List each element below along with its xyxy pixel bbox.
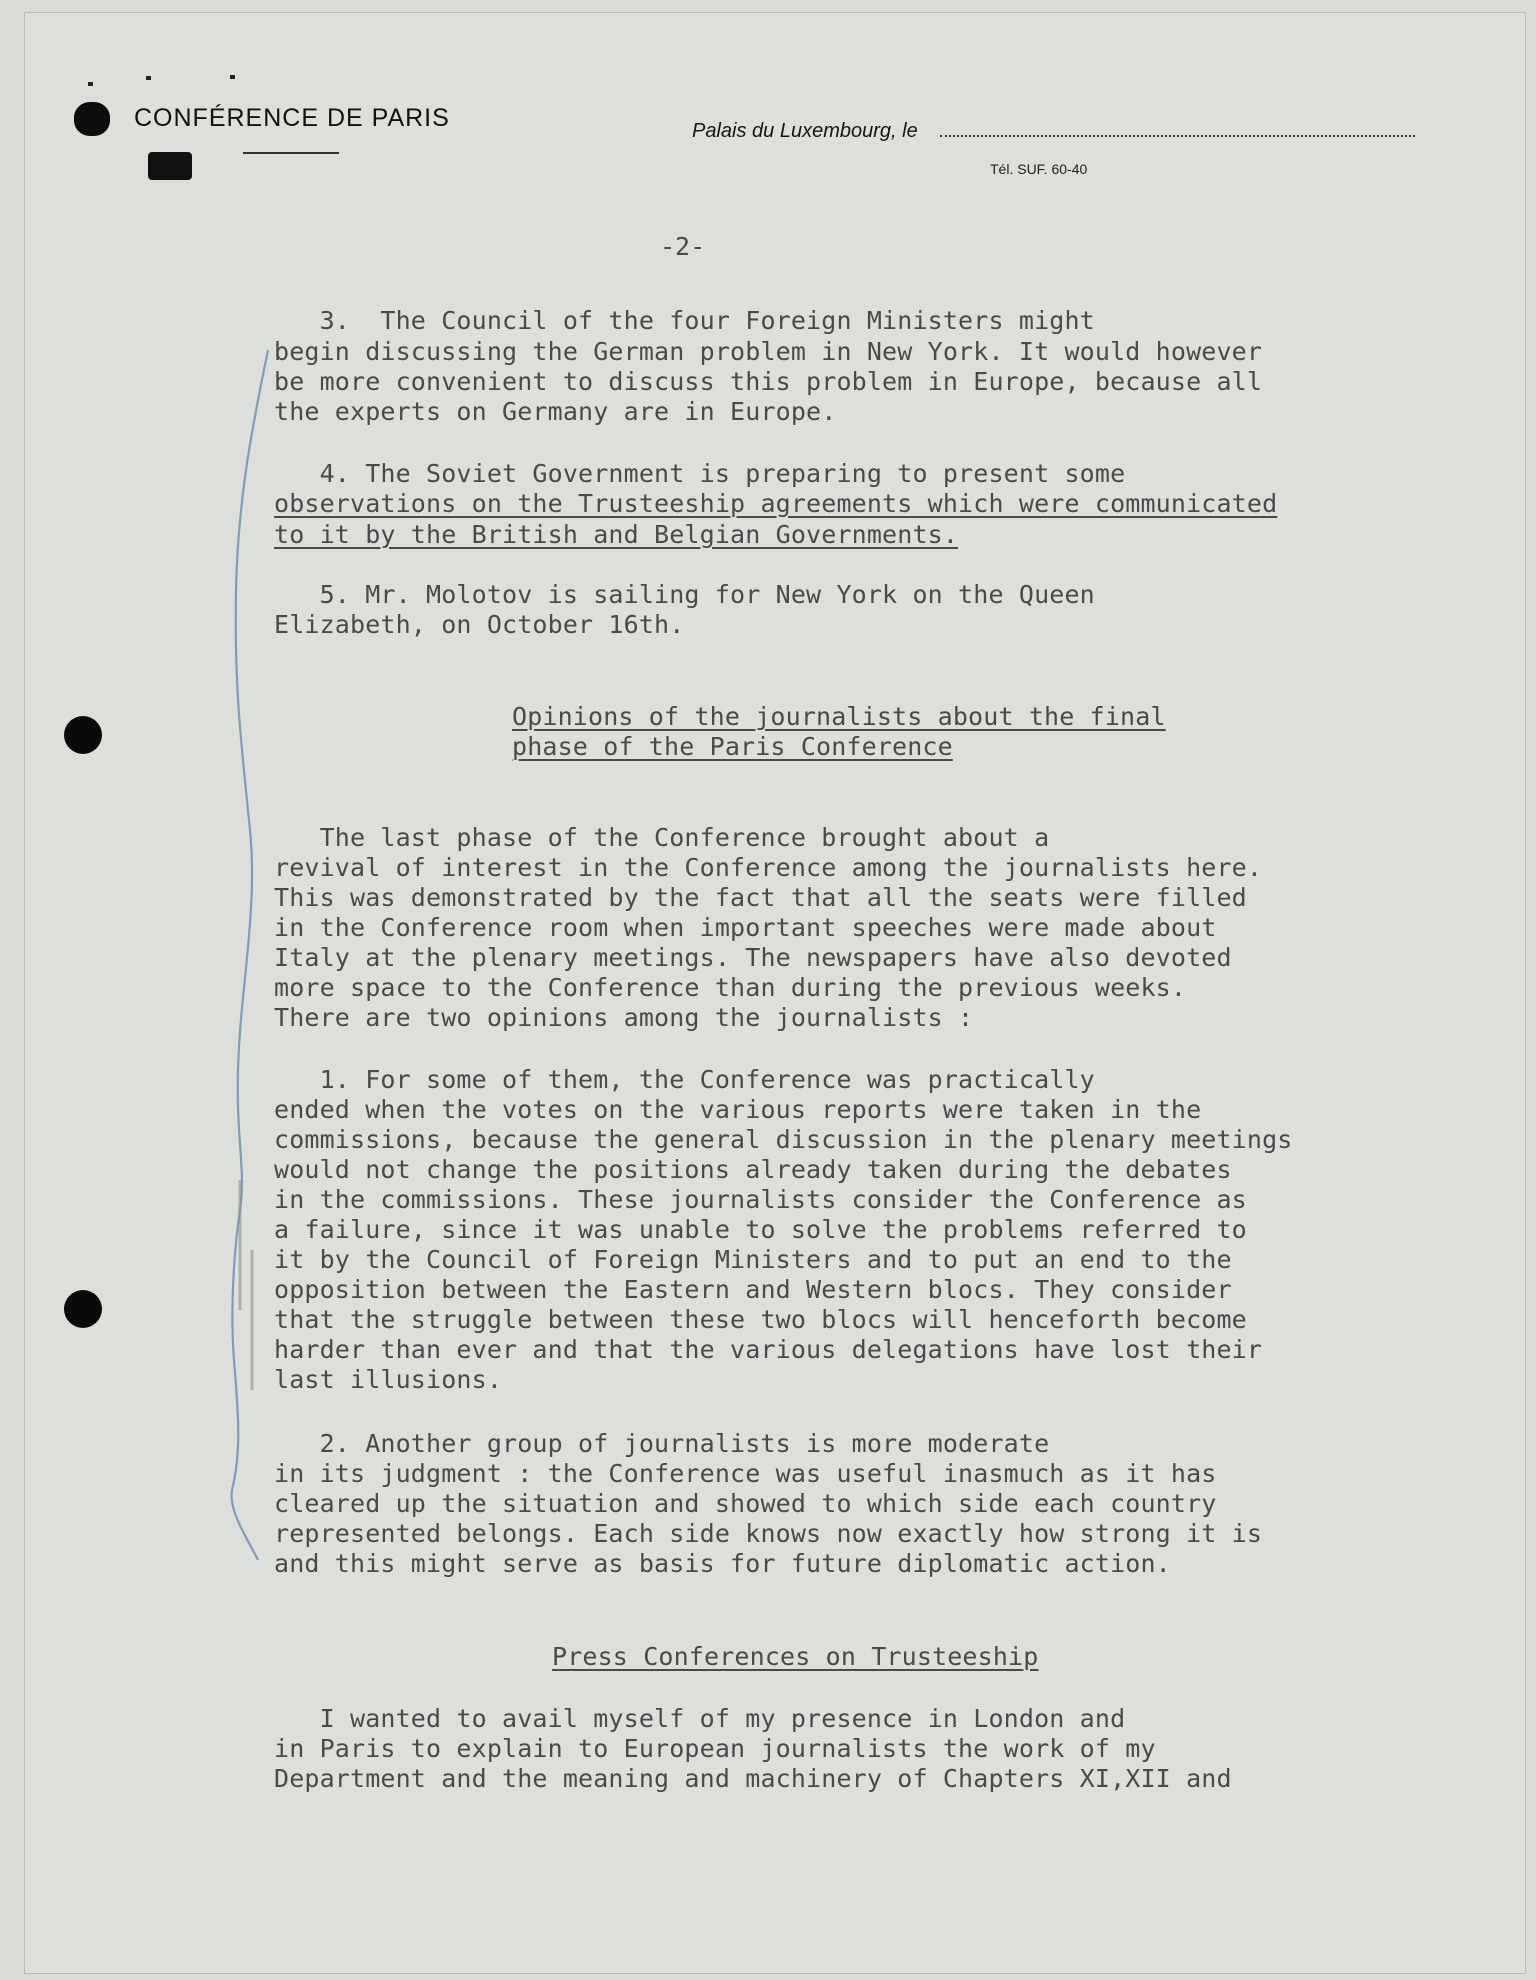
opinion-1-line: a failure, since it was unable to solve the problems referred to [274, 1215, 1247, 1244]
opinion-2-line: cleared up the situation and showed to which side each country [274, 1489, 1217, 1518]
opinion-1-line: 1. For some of them, the Conference was practically [274, 1065, 1095, 1094]
ink-mark [148, 152, 192, 180]
trusteeship-line: Department and the meaning and machinery of Chapters XI,XII and [274, 1764, 1232, 1793]
intro-line: There are two opinions among the journalists : [274, 1003, 974, 1032]
section-heading-trusteeship: Press Conferences on Trusteeship [552, 1642, 1039, 1671]
para-5-line: Elizabeth, on October 16th. [274, 610, 685, 639]
para-5-line: 5. Mr. Molotov is sailing for New York on the Queen [274, 580, 1095, 609]
ink-speck [88, 82, 93, 86]
intro-line: This was demonstrated by the fact that all the seats were filled [274, 883, 1247, 912]
opinion-1-line: it by the Council of Foreign Ministers and to put an end to the [274, 1245, 1232, 1274]
opinion-1-line: ended when the votes on the various reports were taken in the [274, 1095, 1202, 1124]
opinion-1-line: commissions, because the general discussion in the plenary meetings [274, 1125, 1293, 1154]
intro-line: in the Conference room when important speeches were made about [274, 913, 1217, 942]
para-3-line: 3. The Council of the four Foreign Ministers might [274, 306, 1095, 335]
para-3-line: the experts on Germany are in Europe. [274, 397, 837, 426]
opinion-1-line: that the struggle between these two blocs will henceforth become [274, 1305, 1247, 1334]
letterhead-emblem [74, 102, 110, 136]
opinion-1-line: last illusions. [274, 1365, 503, 1394]
trusteeship-line: in Paris to explain to European journalists the work of my [274, 1734, 1156, 1763]
opinion-2-line: represented belongs. Each side knows now exactly how strong it is [274, 1519, 1263, 1548]
letterhead-rule [243, 152, 339, 154]
letterhead-phone: Tél. SUF. 60-40 [990, 161, 1088, 177]
opinion-2-line: 2. Another group of journalists is more moderate [274, 1429, 1050, 1458]
para-4-line: to it by the British and Belgian Governments. [274, 520, 959, 549]
para-4-line: observations on the Trusteeship agreements which were communicated [274, 489, 1278, 518]
opinion-1-line: opposition between the Eastern and Western blocs. They consider [274, 1275, 1232, 1304]
intro-line: revival of interest in the Conference among the journalists here. [274, 853, 1263, 882]
opinion-1-line: in the commissions. These journalists consider the Conference as [274, 1185, 1247, 1214]
page-number: -2- [660, 232, 706, 261]
para-3-line: be more convenient to discuss this problem in Europe, because all [274, 367, 1263, 396]
opinion-1-line: would not change the positions already taken during the debates [274, 1155, 1232, 1184]
section-heading-journalists: phase of the Paris Conference [512, 732, 953, 761]
letterhead-title: CONFÉRENCE DE PARIS [134, 104, 450, 132]
para-3-line: begin discussing the German problem in New York. It would however [274, 337, 1263, 366]
opinion-2-line: and this might serve as basis for future diplomatic action. [274, 1549, 1171, 1578]
intro-line: The last phase of the Conference brought about a [274, 823, 1050, 852]
ink-speck [230, 75, 235, 79]
trusteeship-line: I wanted to avail myself of my presence in London and [274, 1704, 1126, 1733]
punch-hole-top [64, 716, 102, 754]
letterhead-place: Palais du Luxembourg, le [692, 120, 918, 142]
intro-line: Italy at the plenary meetings. The newspapers have also devoted [274, 943, 1232, 972]
punch-hole-bottom [64, 1290, 102, 1328]
ink-speck [146, 76, 151, 80]
margin-pencil-mark [228, 350, 298, 1580]
opinion-2-line: in its judgment : the Conference was useful inasmuch as it has [274, 1459, 1217, 1488]
intro-line: more space to the Conference than during the previous weeks. [274, 973, 1187, 1002]
section-heading-journalists: Opinions of the journalists about the final [512, 702, 1166, 731]
opinion-1-line: harder than ever and that the various delegations have lost their [274, 1335, 1263, 1364]
para-4-line: 4. The Soviet Government is preparing to present some [274, 459, 1126, 488]
date-blank-line [940, 135, 1415, 137]
